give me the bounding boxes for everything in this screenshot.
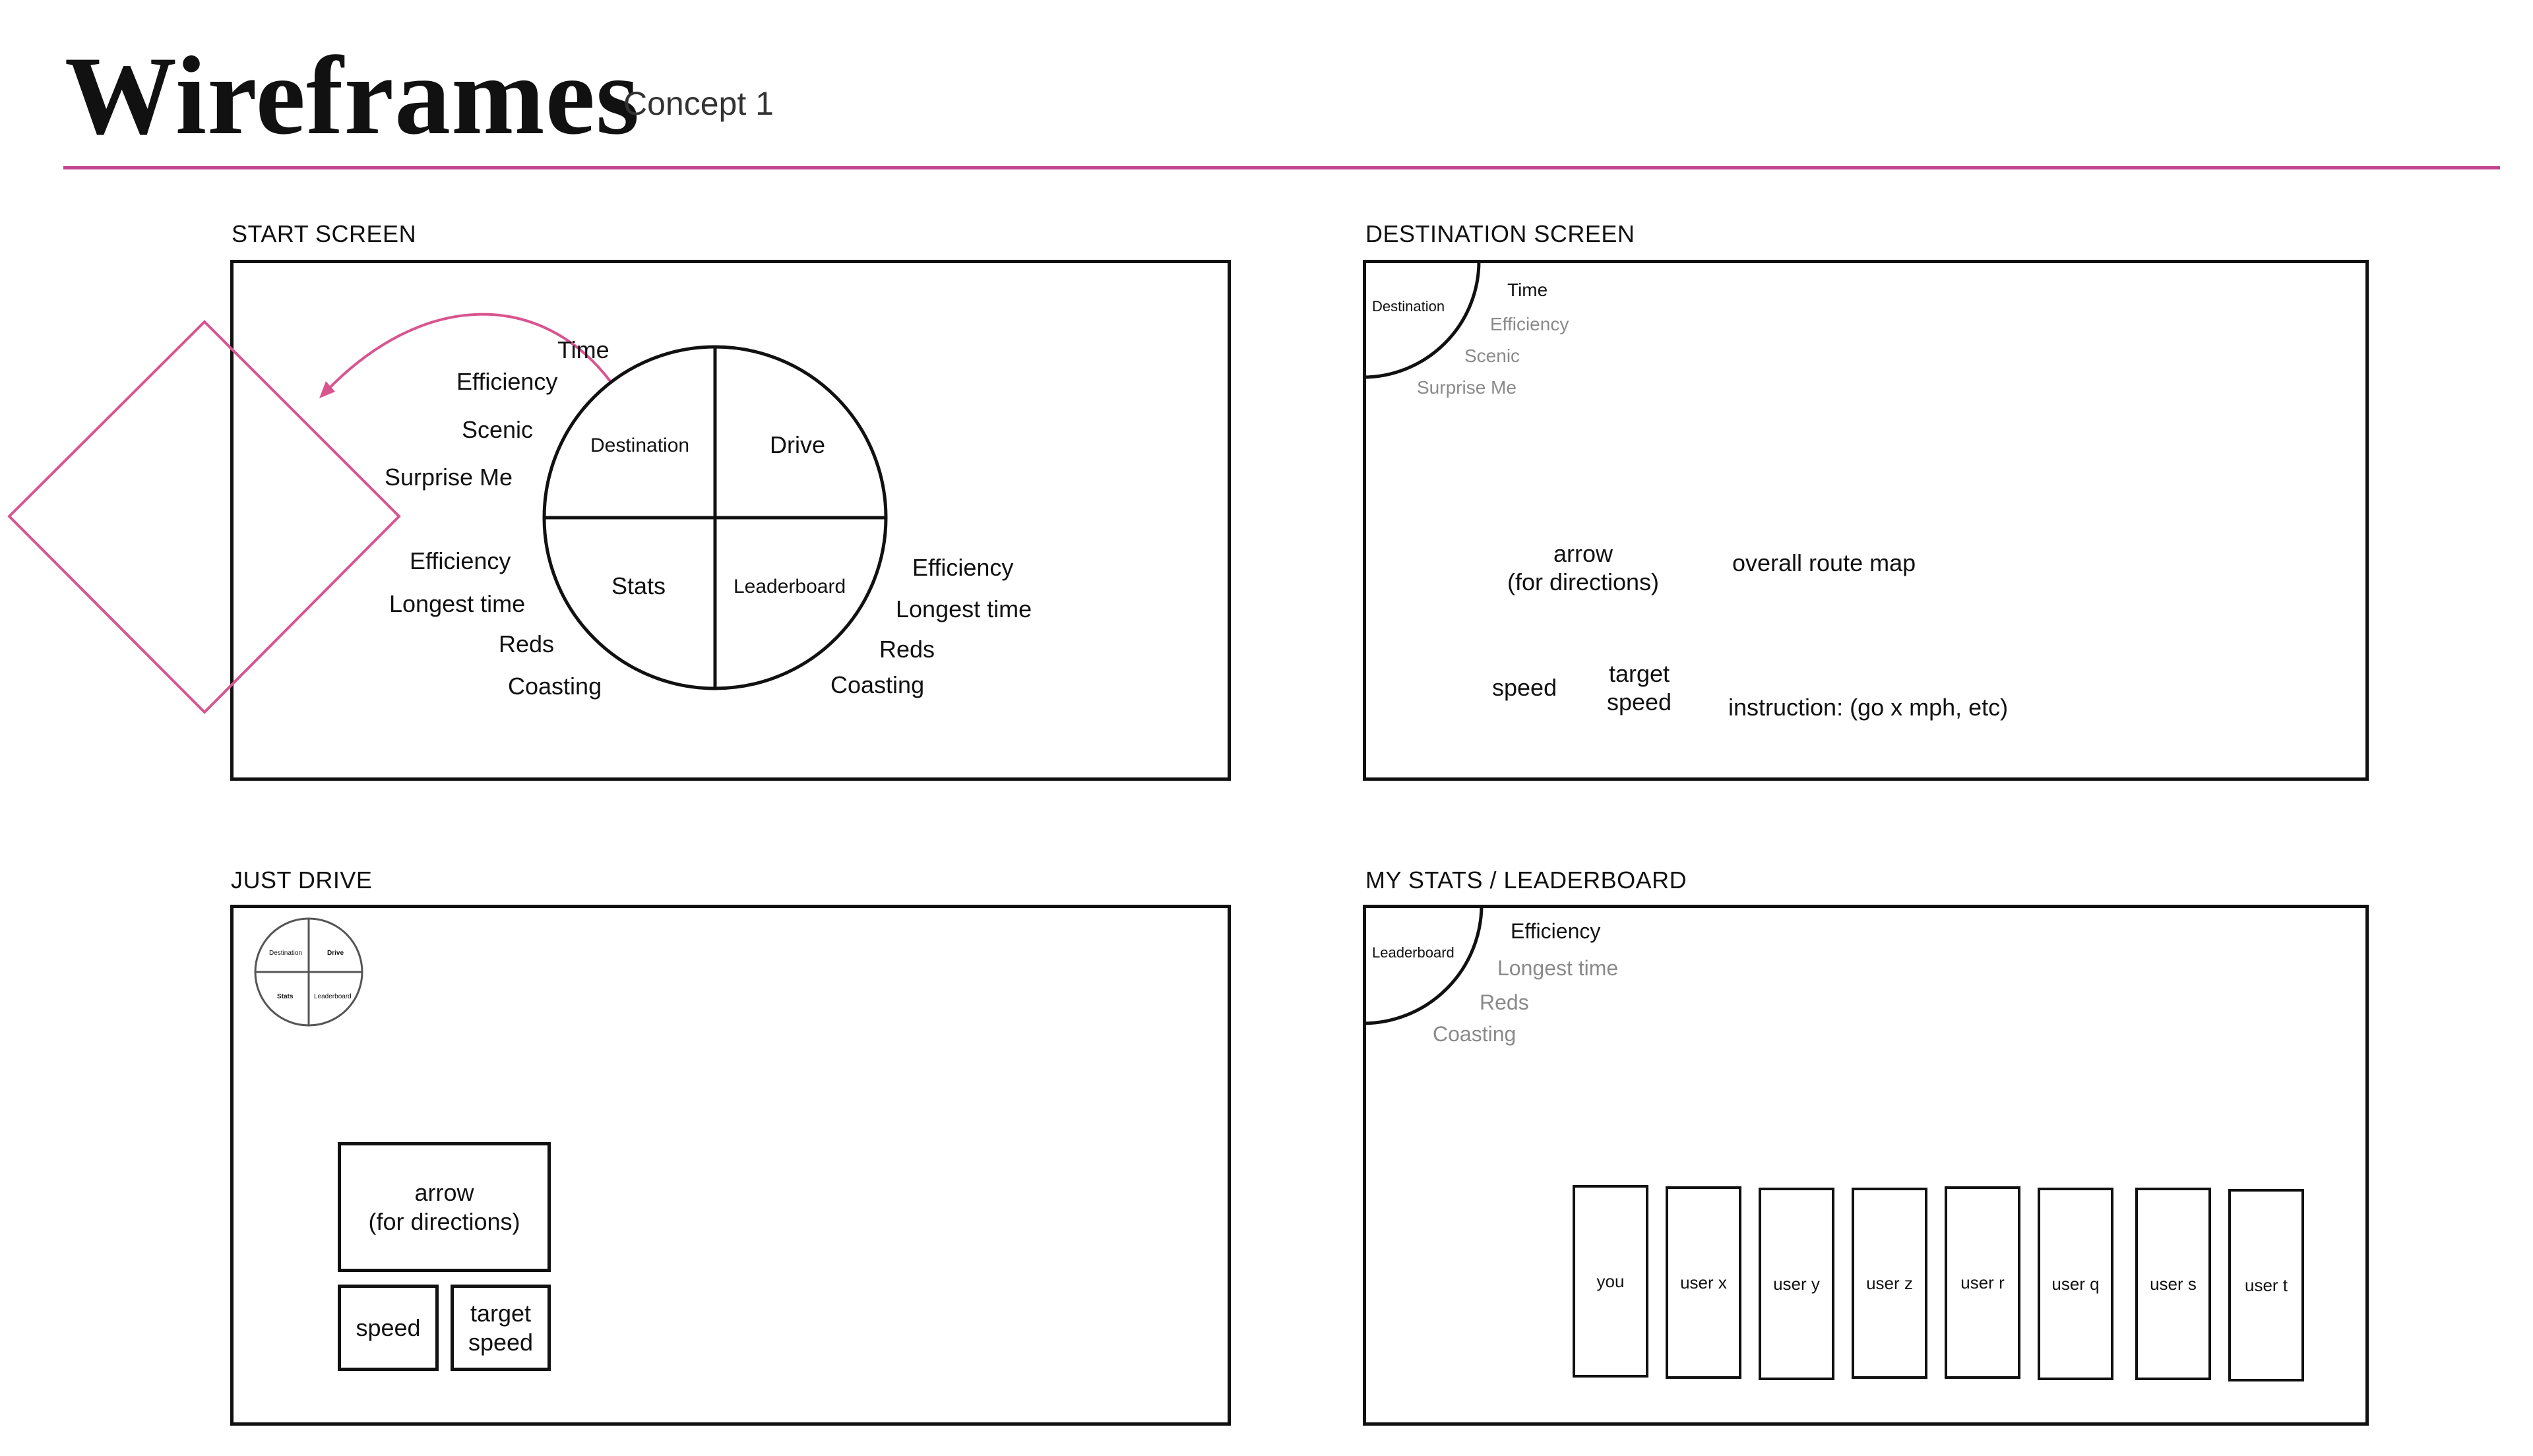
destination-arrow-placeholder — [1491, 539, 1675, 596]
wheel-stats-label[interactable]: Stats — [611, 572, 666, 599]
page-subtitle: Concept 1 — [623, 85, 774, 122]
mini-wheel-destination[interactable]: Destination — [269, 950, 303, 957]
mini-wheel-drive[interactable]: Drive — [327, 950, 344, 957]
leaderboard-card-user-t[interactable]: user t — [2228, 1189, 2304, 1381]
destination-option-time[interactable]: Time — [1507, 280, 1548, 300]
page-title: Wireframes — [65, 34, 641, 158]
destination-target-line2: speed — [1606, 688, 1672, 716]
start-leader-option-longest[interactable]: Longest time — [896, 595, 1032, 622]
destination-option-surprise[interactable]: Surprise Me — [1417, 377, 1517, 398]
stats-corner-label[interactable]: Leaderboard — [1372, 944, 1454, 961]
mini-wheel-leaderboard[interactable]: Leaderboard — [314, 993, 352, 1000]
stats-option-reds[interactable]: Reds — [1480, 990, 1529, 1014]
start-leader-option-efficiency[interactable]: Efficiency — [912, 554, 1014, 581]
destination-option-scenic[interactable]: Scenic — [1464, 346, 1520, 366]
wheel-leaderboard-label[interactable]: Leaderboard — [734, 576, 846, 597]
leaderboard-card-user-r[interactable]: user r — [1945, 1186, 2020, 1379]
leaderboard-card-user-x[interactable]: user x — [1666, 1186, 1741, 1379]
leaderboard-card-user-s[interactable]: user s — [2135, 1188, 2211, 1380]
leaderboard-card-user-q[interactable]: user q — [2038, 1188, 2113, 1380]
start-option-time[interactable]: Time — [557, 336, 610, 363]
destination-arrow-line1: arrow — [1553, 540, 1613, 567]
just-drive-target-speed-box — [451, 1285, 551, 1371]
mini-wheel-stats[interactable]: Stats — [277, 993, 294, 1000]
destination-arrow-line2: (for directions) — [1507, 568, 1660, 596]
just-drive-label: JUST DRIVE — [231, 866, 373, 894]
just-drive-speed-box: speed — [338, 1285, 439, 1371]
leaderboard-card-user-z[interactable]: user z — [1852, 1188, 1927, 1379]
wheel-drive-label[interactable]: Drive — [770, 431, 826, 458]
just-drive-arrow-box — [338, 1142, 551, 1272]
start-stats-option-efficiency[interactable]: Efficiency — [410, 547, 511, 574]
stats-option-efficiency[interactable]: Efficiency — [1511, 919, 1601, 943]
start-leader-option-reds[interactable]: Reds — [879, 636, 935, 663]
destination-route-map: overall route map — [1732, 549, 1916, 576]
destination-option-efficiency[interactable]: Efficiency — [1490, 314, 1569, 334]
just-drive-target-line1: target — [470, 1300, 532, 1327]
start-option-scenic[interactable]: Scenic — [462, 416, 534, 443]
just-drive-arrow-line2: (for directions) — [368, 1207, 520, 1235]
destination-target-speed — [1596, 659, 1682, 716]
start-option-surprise[interactable]: Surprise Me — [385, 464, 513, 491]
start-stats-option-longest[interactable]: Longest time — [389, 590, 526, 617]
start-leader-option-coasting[interactable]: Coasting — [830, 671, 925, 698]
start-option-efficiency[interactable]: Efficiency — [456, 368, 558, 395]
stats-screen-label: MY STATS / LEADERBOARD — [1365, 866, 1687, 894]
stats-option-coasting[interactable]: Coasting — [1433, 1022, 1517, 1046]
wheel-destination-label[interactable]: Destination — [590, 435, 690, 456]
destination-speed: speed — [1492, 674, 1557, 701]
destination-instruction: instruction: (go x mph, etc) — [1728, 694, 2009, 721]
start-diamond-shape — [9, 322, 399, 712]
leaderboard-card-user-y[interactable]: user y — [1759, 1188, 1834, 1380]
destination-target-line1: target — [1608, 660, 1670, 687]
start-stats-option-coasting[interactable]: Coasting — [508, 673, 602, 700]
start-stats-option-reds[interactable]: Reds — [499, 630, 555, 657]
leaderboard-card-you[interactable]: you — [1573, 1185, 1648, 1378]
just-drive-arrow-line1: arrow — [414, 1179, 474, 1207]
destination-corner-label[interactable]: Destination — [1372, 298, 1445, 315]
destination-screen-label: DESTINATION SCREEN — [1365, 220, 1635, 247]
just-drive-target-line2: speed — [468, 1328, 534, 1356]
start-screen-label: START SCREEN — [232, 220, 417, 247]
stats-option-longest[interactable]: Longest time — [1497, 956, 1619, 980]
